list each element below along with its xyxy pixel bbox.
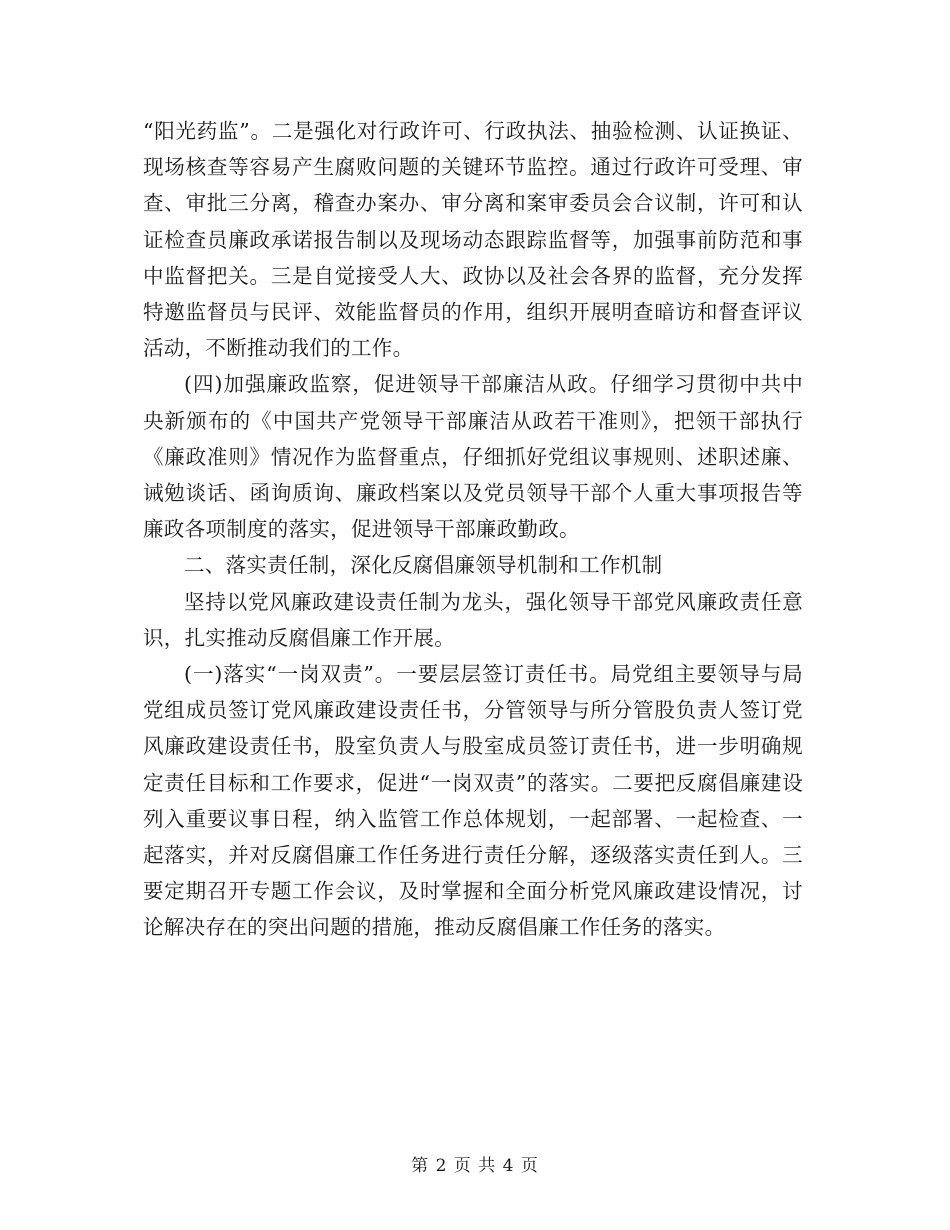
page-footer: 第 2 页 共 4 页 [411, 1156, 539, 1176]
section-heading-two: 二、落实责任制，深化反腐倡廉领导机制和工作机制 [184, 553, 663, 578]
paragraph-continuation: “阳光药监”。二是强化对行政许可、行政执法、抽验检测、认证换证、现场核查等容易产生腐败问题的关键环节监控。通过行政许可受理、审查、审批三分离，稽查办案办、审分离和案审委员会合议制，许可和认证检查员廉政承诺报告制以及现场动态跟踪监督等，加强事前防范和事中监督把关。三是自觉接受人大、政协以及社会各界的监督，充分发挥特邀监督员与民评、效能监督员的作用，组织开展明查暗访和督查评议活动，不断推动我们的工作。 [143, 119, 803, 361]
paragraph-section-four: (四)加强廉政监察，促进领导干部廉洁从政。仔细学习贯彻中共中央新颁布的《中国共产党领导干部廉洁从政若干准则》，把领干部执行《廉政准则》情况作为监督重点，仔细抓好党组议事规则、述职述廉、诫勉谈话、函询质询、廉政档案以及党员领导干部个人重大事项报告等廉政各项制度的落实，促进领导干部廉政勤政。 [143, 372, 803, 542]
paragraph-subsection-one: (一)落实“一岗双责”。一要层层签订责任书。局党组主要领导与局党组成员签订党风廉政建设责任书，分管领导与所分管股负责人签订党风廉政建设责任书，股室负责人与股室成员签订责任书，进一步明确规定责任目标和工作要求，促进“一岗双责”的落实。二要把反腐倡廉建设列入重要议事日程，纳入监管工作总体规划，一起部署、一起检查、一起落实，并对反腐倡廉工作任务进行责任分解，逐级落实责任到人。三要定期召开专题工作会议，及时掌握和全面分析党风廉政建设情况，讨论解决存在的突出问题的措施，推动反腐倡廉工作任务的落实。 [143, 662, 803, 940]
paragraph-intro: 坚持以党风廉政建设责任制为龙头，强化领导干部党风廉政责任意识，扎实推动反腐倡廉工作开展。 [143, 589, 803, 650]
document-body [143, 113, 803, 946]
